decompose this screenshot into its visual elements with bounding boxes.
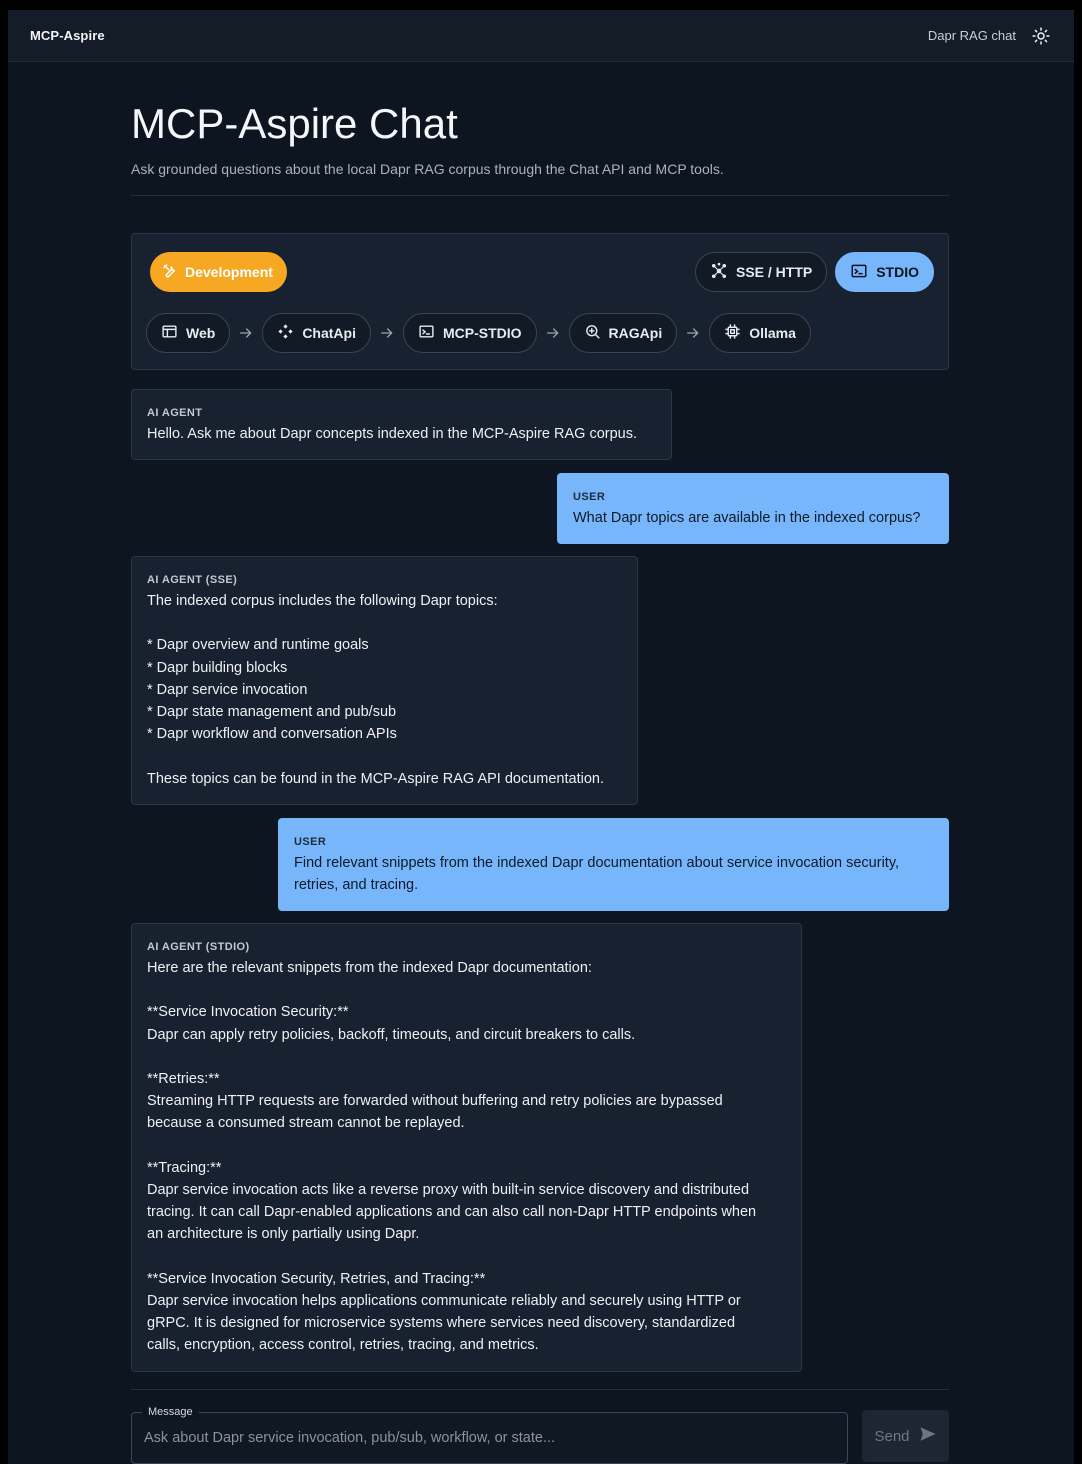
message-user <box>278 818 949 911</box>
environment-label: Development <box>185 264 273 280</box>
terminal-icon <box>418 323 435 343</box>
tools-icon <box>162 263 178 282</box>
app-bar <box>8 10 1074 62</box>
status-panel <box>131 233 949 370</box>
pipeline-node-label: Web <box>186 325 216 341</box>
brand-title[interactable]: MCP-Aspire <box>30 28 105 43</box>
transport-sse-http-button[interactable] <box>695 252 827 292</box>
pipeline-flow <box>146 313 811 353</box>
send-icon <box>919 1425 937 1447</box>
message-text: Hello. Ask me about Dapr concepts indexed in the MCP-Aspire RAG corpus. <box>147 426 638 442</box>
app-bar-subtitle: Dapr RAG chat <box>927 28 1016 43</box>
app-window <box>8 10 1074 1464</box>
message-text: Find relevant snippets from the indexed Dapr documentation about service invocation security, retries, and tracing. <box>294 855 904 894</box>
environment-chip <box>150 252 287 292</box>
transport-sse-label: SSE / HTTP <box>735 264 813 280</box>
pipeline-node-web <box>146 313 230 353</box>
message-agent <box>131 389 672 460</box>
message-text: What Dapr topics are available in the indexed corpus? <box>573 510 921 526</box>
terminal-icon <box>850 262 868 283</box>
arrow-right-icon <box>230 325 262 341</box>
page-description: Ask grounded questions about the local Dapr RAG corpus through the Chat API and MCP tools. <box>131 161 724 177</box>
send-button[interactable] <box>862 1410 949 1462</box>
message-text: The indexed corpus includes the following Dapr topics: * Dapr overview and runtime goals * Dapr building blocks * Dapr service invocation * Dapr state management and pub/sub * Dapr workflow and conversation APIs These topics can be found in the MCP-Aspire RAG API documentation. <box>147 593 604 787</box>
pipeline-node-label: MCP-STDIO <box>442 325 522 341</box>
page-title: MCP-Aspire Chat <box>131 100 458 147</box>
sun-icon[interactable] <box>1030 25 1052 47</box>
transport-toggle <box>695 252 934 292</box>
transport-stdio-button[interactable] <box>835 252 934 292</box>
message-role: AI AGENT (STDIO) <box>147 941 250 953</box>
message-text: Here are the relevant snippets from the indexed Dapr documentation: **Service Invocation Security:** Dapr can apply retry policies, backoff, timeouts, and circuit breakers to calls. **Retries:** Streaming HTTP requests are forwarded without buffering and retry policies are bypassed because a consumed stream cannot be replayed. **Tracing:** Dapr service invocation acts like a reverse proxy with built-in service discovery and distributed tracing. It can call Dapr-enabled applications and can also call non-Dapr HTTP endpoints when an architecture is only partially using Dapr. **Service Invocation Security, Retries, and Tracing:** Dapr service invocation helps applications communicate reliably and securely using HTTP or gRPC. It is designed for microservice systems where services need discovery, standardized calls, encryption, access control, retries, tracing, and metrics. <box>147 960 757 1354</box>
message-agent <box>131 923 802 1372</box>
api-icon <box>277 323 294 343</box>
message-role: USER <box>573 491 606 503</box>
arrow-right-icon <box>677 325 709 341</box>
hub-icon <box>710 262 728 283</box>
pipeline-node-label: RAGApi <box>608 325 663 341</box>
transport-stdio-label: STDIO <box>876 264 919 280</box>
message-role: USER <box>294 836 327 848</box>
pipeline-node-mcp-stdio <box>403 313 537 353</box>
composer-divider <box>131 1389 949 1390</box>
search-doc-icon <box>584 323 601 343</box>
pipeline-node-label: Ollama <box>749 325 796 341</box>
pipeline-node-ragapi <box>569 313 678 353</box>
arrow-right-icon <box>371 325 403 341</box>
message-user <box>557 473 949 544</box>
pipeline-node-ollama <box>709 313 811 353</box>
message-role: AI AGENT <box>147 407 203 419</box>
app-bar-right <box>928 25 1052 47</box>
message-input[interactable] <box>132 1413 847 1463</box>
pipeline-node-label: ChatApi <box>302 325 356 341</box>
message-field <box>131 1406 848 1464</box>
message-field-label: Message <box>142 1404 199 1420</box>
message-role: AI AGENT (SSE) <box>147 574 238 586</box>
header-divider <box>131 195 949 196</box>
message-agent <box>131 556 638 805</box>
web-icon <box>161 323 178 343</box>
main-content <box>131 62 949 1445</box>
send-label: Send <box>874 1427 910 1445</box>
arrow-right-icon <box>537 325 569 341</box>
chip-icon <box>724 323 741 343</box>
pipeline-node-chatapi <box>262 313 371 353</box>
